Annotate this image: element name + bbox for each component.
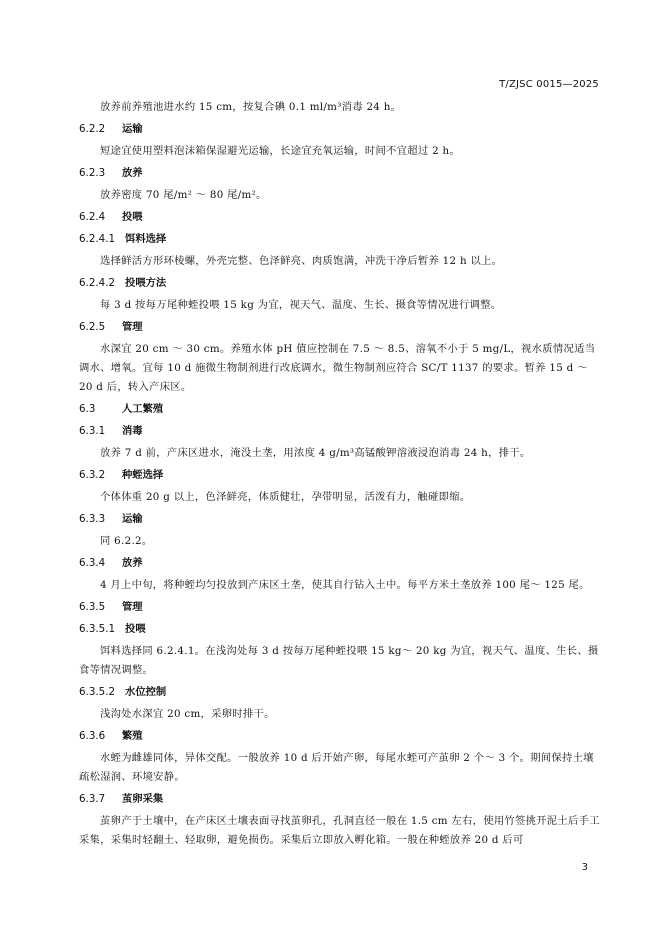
section-number: 6.2.4.2 xyxy=(79,277,116,289)
section-title: 人工繁殖 xyxy=(122,403,164,415)
body-paragraph: 水蛭为雌雄同体，异体交配。一般放养 10 d 后开始产卵，每尾水蛭可产茧卵 2 个～ 3 个。期间保持土壤疏松湿润、环境安静。 xyxy=(79,752,594,783)
section-title: 水位控制 xyxy=(125,686,167,698)
section-heading xyxy=(79,120,604,139)
body-paragraph: 4 月上中旬，将种蛭均匀投放到产床区土垄，使其自行钻入土中。每平方米土垄放养 100 尾～ 125 尾。 xyxy=(100,579,590,591)
body-paragraph: 每 3 d 按每万尾种蛭投喂 15 kg 为宜，视天气、温度、生长、摄食等情况进行调整。 xyxy=(100,299,502,311)
body-paragraph: 饵料选择同 6.2.4.1。在浅沟处每 3 d 按每万尾种蛭投喂 15 kg～ 20 kg 为宜，视天气、温度、生长、摄食等情况调整。 xyxy=(79,645,599,676)
section-title: 放养 xyxy=(122,167,143,179)
section-heading xyxy=(79,318,604,337)
section-heading xyxy=(79,400,604,419)
body-paragraph: 个体体重 20 g 以上，色泽鲜亮，体质健壮，孕带明显，活泼有力，触碰即缩。 xyxy=(100,491,471,503)
section-title: 消毒 xyxy=(122,425,143,437)
section-number: 6.3.2 xyxy=(79,469,106,481)
section-title: 投喂 xyxy=(125,623,146,635)
section-number: 6.2.5 xyxy=(79,321,106,333)
section-title: 管理 xyxy=(122,321,143,333)
body-paragraph: 放养 7 d 前，产床区进水，淹没土垄，用浓度 4 g/m³高锰酸钾溶液浸泡消毒 24 h，排干。 xyxy=(100,447,531,459)
body-paragraph: 浅沟处水深宜 20 cm，采卵时排干。 xyxy=(100,708,275,720)
body-paragraph: 同 6.2.2。 xyxy=(100,535,153,547)
section-number: 6.3.3 xyxy=(79,513,106,525)
section-title: 管理 xyxy=(122,601,143,613)
body-paragraph: 水深宜 20 cm ～ 30 cm。养殖水体 pH 值应控制在 7.5 ～ 8.5、溶氧不小于 5 mg/L，视水质情况适当调水、增氧。宜每 10 d 施微生物制剂进行改底调水，微生物制剂应符合 SC/T 1137 的要求。暂养 15 d ～ 20 d 后，转入产床区。 xyxy=(79,343,596,393)
section-title: 种蛭选择 xyxy=(122,469,164,481)
section-heading xyxy=(79,466,604,485)
section-number: 6.2.2 xyxy=(79,123,106,135)
section-number: 6.3.5.2 xyxy=(79,686,116,698)
section-heading xyxy=(79,208,604,227)
section-heading xyxy=(79,683,604,702)
section-title: 繁殖 xyxy=(122,730,143,742)
standard-code: T/ZJSC 0015—2025 xyxy=(499,79,599,90)
section-number: 6.3.6 xyxy=(79,730,106,742)
section-number: 6.3.1 xyxy=(79,425,106,437)
section-heading xyxy=(79,790,604,809)
section-title: 茧卵采集 xyxy=(122,793,164,805)
section-heading xyxy=(79,274,604,293)
section-number: 6.3.5 xyxy=(79,601,106,613)
section-number: 6.2.3 xyxy=(79,167,106,179)
section-heading xyxy=(79,554,604,573)
section-number: 6.3.5.1 xyxy=(79,623,116,635)
section-title: 运输 xyxy=(122,513,143,525)
body-paragraph: 茧卵产于土壤中，在产床区土壤表面寻找茧卵孔，孔洞直径一般在 1.5 cm 左右，使用竹签挑开泥土后手工采集，采集时轻翻土、轻取卵，避免损伤。采集后立即放入孵化箱。一般在种蛭放养 20 d 后可 xyxy=(79,815,600,846)
section-number: 6.2.4.1 xyxy=(79,233,116,245)
section-heading xyxy=(79,164,604,183)
body-paragraph: 选择鲜活方形环棱螺，外壳完整、色泽鲜亮、肉质饱满，冲洗干净后暂养 12 h 以上。 xyxy=(100,255,503,267)
section-title: 运输 xyxy=(122,123,143,135)
section-number: 6.2.4 xyxy=(79,211,106,223)
section-heading xyxy=(79,422,604,441)
document-body xyxy=(79,98,604,853)
section-heading xyxy=(79,510,604,529)
page-number: 3 xyxy=(581,862,588,873)
section-title: 投喂 xyxy=(122,211,143,223)
section-heading xyxy=(79,598,604,617)
section-number: 6.3 xyxy=(79,403,96,415)
body-paragraph: 放养密度 70 尾/m² ～ 80 尾/m²。 xyxy=(100,189,267,201)
section-heading xyxy=(79,620,604,639)
body-paragraph: 放养前养殖池进水约 15 cm，按复合碘 0.1 ml/m³消毒 24 h。 xyxy=(100,101,402,113)
section-number: 6.3.7 xyxy=(79,793,106,805)
section-title: 饵料选择 xyxy=(125,233,167,245)
section-title: 放养 xyxy=(122,557,143,569)
section-number: 6.3.4 xyxy=(79,557,106,569)
section-heading xyxy=(79,230,604,249)
section-title: 投喂方法 xyxy=(125,277,167,289)
section-heading xyxy=(79,727,604,746)
body-paragraph: 短途宜使用塑料泡沫箱保湿避光运输，长途宜充氧运输，时间不宜超过 2 h。 xyxy=(100,145,461,157)
